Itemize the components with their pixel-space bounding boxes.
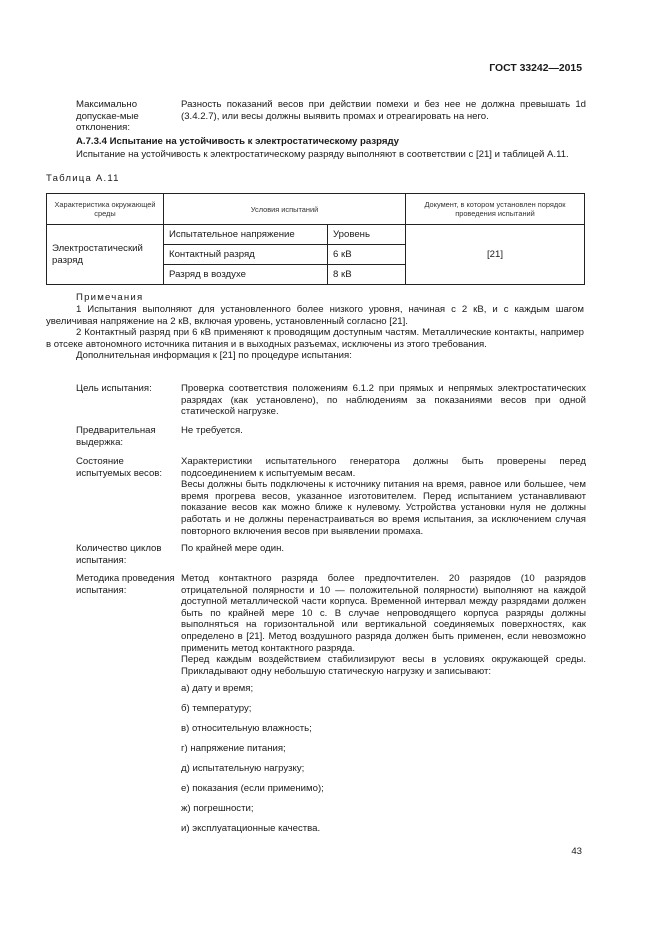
note-2: 2 Контактный разряд при 6 кВ применяют к проводящим доступным частям. Металлические контакты, например в отсеке автономного источника питания и в выходных разъемах, исключены из этого требования. <box>46 327 584 350</box>
table-cell-cond: Разряд в воздухе <box>164 265 328 285</box>
eut-condition-label: Состояние испытуемых весов: <box>76 456 163 479</box>
procedure-label: Методика проведения испытания: <box>76 573 175 596</box>
test-purpose-text: Проверка соответствия положениям 6.1.2 при прямых и непрямых электростатических разрядах (как установлено), по наблюдениям за показаниями весов при одной статической нагрузке. <box>181 383 586 418</box>
test-purpose-label: Цель испытания: <box>76 383 152 394</box>
list-item: д) испытательную нагрузку; <box>181 763 305 774</box>
max-deviation-text: Разность показаний весов при действии помехи и без нее не должна превышать 1d (3.4.2.7), или весы должны выявить промах и отреагировать на него. <box>181 99 586 122</box>
table-header-conditions: Условия испытаний <box>164 194 406 225</box>
list-item: ж) погрешности; <box>181 803 254 814</box>
table-cell-doc: [21] <box>406 225 585 285</box>
procedure-text: Метод контактного разряда более предпочтителен. 20 разрядов (10 разрядов отрицательной полярности и 10 — положительной полярности) выполняют на каждой доступной металлической части корпуса. Временной интервал между разрядами должен быть по крайней мере 10 с. В случае непроводящего корпуса разряды должны выполняться на горизонтальной или вертикальной соединяемых поверхностях, как определено в [21]. Метод воздушного разряда должен быть применен, если невозможно применить метод контактного разряда. <box>181 573 586 654</box>
section-title: А.7.3.4 Испытание на устойчивость к электростатическому разряду <box>76 136 400 147</box>
max-deviation-label: Максимально допускае-мые отклонения: <box>76 99 139 134</box>
page-number: 43 <box>571 846 582 857</box>
cycles-text: По крайней мере один. <box>181 543 285 554</box>
table-cell-cond: Контактный разряд <box>164 245 328 265</box>
table-cell-env: Электростатический разряд <box>47 225 164 285</box>
table-cell-val: 8 кВ <box>328 265 406 285</box>
notes-block <box>46 304 584 362</box>
eut-condition-text: Весы должны быть подключены к источнику питания на время, равное или большее, чем время прогрева весов, указанное изготовителем. Перед испытанием устанавливают показание весов как можно ближе к нулевому. Устройства установки нуля не должны работать и не должны перенастраиваться во время испытания, за исключением случая повторного включения весов при выявлении промаха. <box>181 479 586 537</box>
preconditioning-label: Предварительная выдержка: <box>76 425 156 448</box>
preconditioning-text: Не требуется. <box>181 425 243 436</box>
section-intro: Испытание на устойчивость к электростатическому разряду выполняют в соответствии с [21] и таблицей А.11. <box>76 149 569 160</box>
list-item: и) эксплуатационные качества. <box>181 823 321 834</box>
table-cell-val: Уровень <box>328 225 406 245</box>
list-item: е) показания (если применимо); <box>181 783 324 794</box>
notes-title: Примечания <box>76 292 144 303</box>
table-cell-cond: Испытательное напряжение <box>164 225 328 245</box>
table-header-document: Документ, в котором установлен порядок проведения испытаний <box>406 194 585 225</box>
document-header: ГОСТ 33242—2015 <box>489 63 582 74</box>
list-item: в) относительную влажность; <box>181 723 312 734</box>
procedure-text: Перед каждым воздействием стабилизируют весы в условиях окружающей среды. Прикладывают одну небольшую статическую нагрузку и записывают: <box>181 654 586 677</box>
table-cell-val: 6 кВ <box>328 245 406 265</box>
table-caption: Таблица А.11 <box>46 173 120 184</box>
list-item: г) напряжение питания; <box>181 743 286 754</box>
note-1: 1 Испытания выполняют для установленного более низкого уровня, начиная с 2 кВ, и с каждым шагом увеличивая напряжение на 2 кВ, включая уровень, установленный согласно [21]. <box>46 304 584 327</box>
cycles-label: Количество циклов испытания: <box>76 543 162 566</box>
eut-condition-text: Характеристики испытательного генератора должны быть проверены перед подсоединением к испытуемым весам. <box>181 456 586 479</box>
list-item: б) температуру; <box>181 703 252 714</box>
test-conditions-table <box>46 193 585 285</box>
table-header-env: Характеристика окружающей среды <box>47 194 164 225</box>
note-3: Дополнительная информация к [21] по процедуре испытания: <box>76 350 352 362</box>
list-item: а) дату и время; <box>181 683 254 694</box>
